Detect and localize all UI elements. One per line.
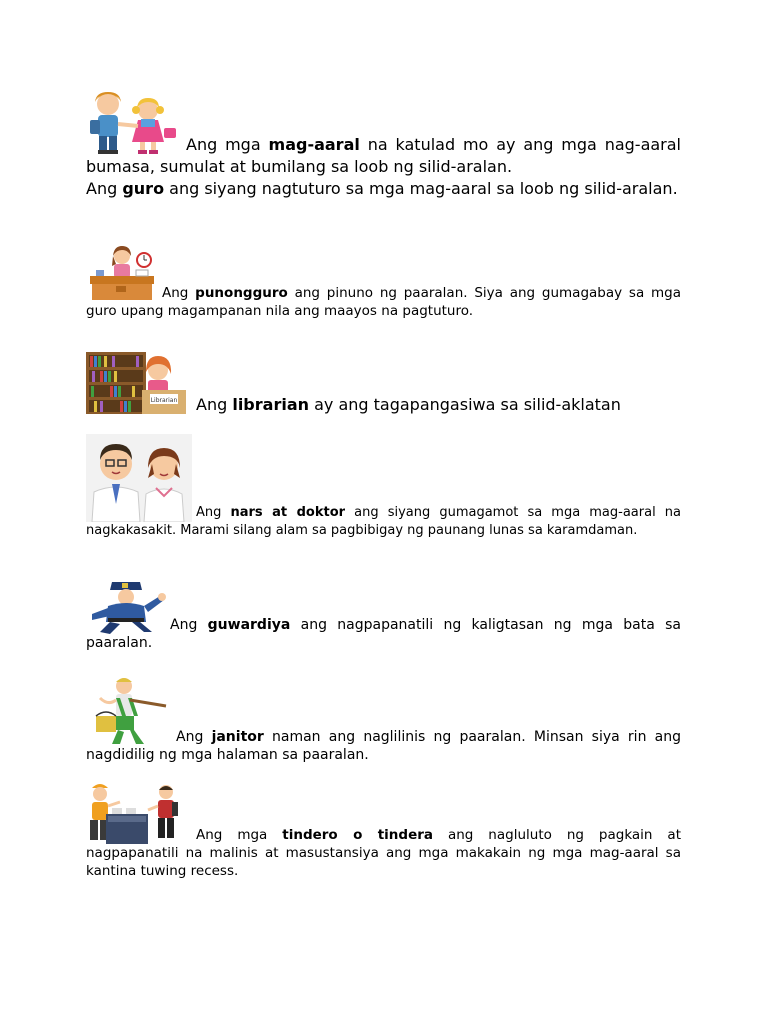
term-librarian: librarian (232, 395, 309, 414)
janitor-icon (86, 674, 168, 746)
term-mag-aaral: mag-aaral (268, 135, 360, 154)
librarian-badge: Librarian (150, 397, 178, 404)
intro-block (86, 90, 681, 200)
vendors-icon (86, 780, 186, 844)
term-janitor: janitor (211, 729, 264, 745)
doctor-and-nurse-icon (86, 434, 192, 522)
security-guard-icon (86, 578, 168, 634)
entry-guwardiya: Ang guwardiya ang nagpapanatili ng kaligtasan ng mga bata sa paaralan. (86, 578, 681, 652)
entry-janitor: Ang janitor naman ang naglilinis ng paaralan. Minsan siya rin ang nagdidilig ng mga halaman sa paaralan. (86, 674, 681, 764)
principal-at-desk-icon (86, 242, 156, 302)
term-guwardiya: guwardiya (207, 617, 291, 633)
term-punongguro: punongguro (195, 285, 288, 301)
entry-tindero-tindera: Ang mga tindero o tindera ang nagluluto ng pagkain at nagpapanatili na malinis at masustansiya ang mga makakain ng mga mag-aaral sa kantina tuwing recess. (86, 780, 681, 880)
entry-nars-doktor: Ang nars at doktor ang siyang gumagamot sa mga mag-aaral na nagkakasakit. Marami silang alam sa pagbibigay ng paunang lunas sa karamdaman. (86, 434, 681, 540)
term-guro: guro (122, 179, 165, 198)
librarian-icon (86, 352, 186, 416)
intro-paragraph-guro: Ang guro ang siyang nagtuturo sa mga mag-aaral sa loob ng silid-aralan. (86, 179, 678, 198)
entry-punongguro: Ang punongguro ang pinuno ng paaralan. Siya ang gumagabay sa mga guro upang magampanan nila ang maayos na pagtuturo. (86, 242, 681, 320)
students-icon (86, 90, 186, 156)
term-tindero-o-tindera: tindero o tindera (282, 827, 433, 843)
term-nars-at-doktor: nars at doktor (230, 505, 346, 520)
entry-librarian: Librarian Ang librarian ay ang tagapangasiwa sa silid-aklatan (86, 352, 681, 416)
intro-paragraph-students: Ang mga mag-aaral na katulad mo ay ang mga nag-aaral bumasa, sumulat at bumilang sa loob ng silid-aralan. (86, 90, 681, 178)
